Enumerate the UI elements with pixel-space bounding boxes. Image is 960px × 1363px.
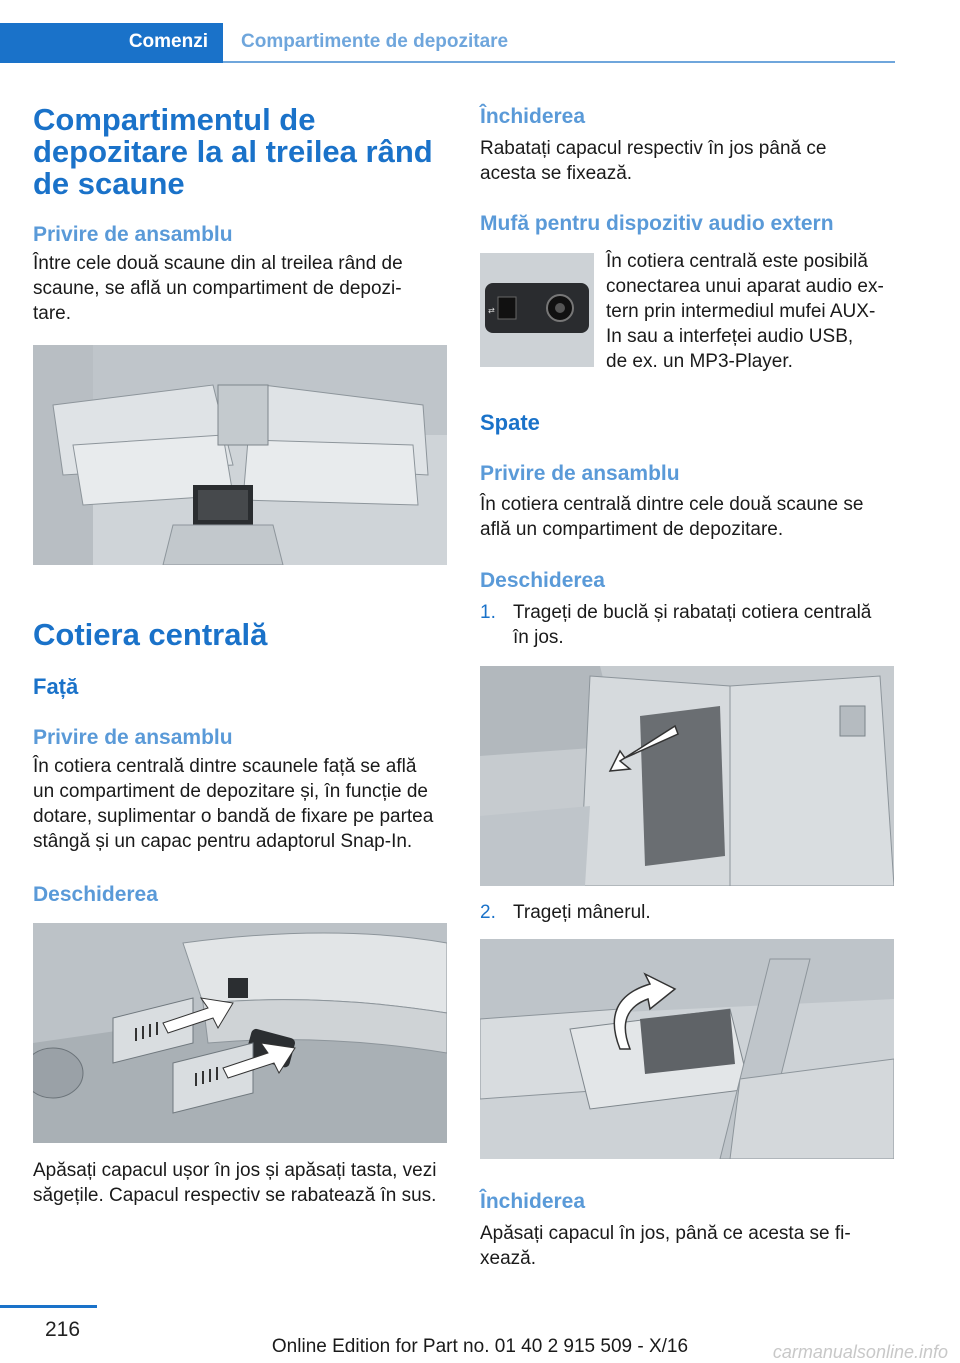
front-overview-heading: Privire de ansamblu <box>33 726 233 749</box>
svg-text:⇄: ⇄ <box>488 306 495 315</box>
title-line: Compartimentul de <box>33 102 316 137</box>
page-header <box>0 23 895 63</box>
text-line: de ex. un MP3-Player. <box>606 351 793 372</box>
opening-text <box>33 1158 458 1208</box>
chapter-tab[interactable] <box>0 23 223 63</box>
text-line: tare. <box>33 303 72 324</box>
closing-heading: Închiderea <box>480 105 586 128</box>
audio-heading: Mufă pentru dispozitiv audio extern <box>480 212 834 235</box>
third-row-storage-image <box>33 345 447 565</box>
audio-text <box>606 249 906 374</box>
header-rule <box>223 61 895 63</box>
text-line: Apăsați capacul în jos, până ce acesta se fi‐ <box>480 1223 851 1244</box>
text-line: Rabatați capacul respectiv în jos până ce <box>480 138 827 159</box>
text-line: conectarea unui aparat audio ex‐ <box>606 276 884 297</box>
front-armrest-opening-image <box>33 923 447 1143</box>
edition-footer: Online Edition for Part no. 01 40 2 915 509 - X/16 <box>271 1336 689 1357</box>
front-heading: Față <box>33 674 79 699</box>
text-line: În cotiera centrală dintre cele două scaune se <box>480 494 864 515</box>
step-number: 2. <box>480 902 496 923</box>
rear-heading: Spate <box>480 410 540 435</box>
watermark: carmanualsonline.info <box>772 1342 948 1362</box>
rear-closing-text <box>480 1221 900 1271</box>
page-number: 216 <box>45 1318 81 1341</box>
overview-text <box>33 251 453 326</box>
third-row-title <box>33 104 433 200</box>
text-line: Între cele două scaune din al treilea rând de <box>33 253 403 274</box>
text-line: săgețile. Capacul respectiv se rabatează în sus. <box>33 1185 437 1206</box>
chapter-tab-label: Comenzi <box>128 31 208 52</box>
rear-closing-heading: Închiderea <box>480 1190 586 1213</box>
text-line: Apăsați capacul ușor în jos și apăsați tasta, vezi <box>33 1160 437 1181</box>
step-text <box>513 900 903 925</box>
rear-armrest-handle-image <box>480 939 894 1159</box>
rear-overview-heading: Privire de ansamblu <box>480 462 680 485</box>
section-label: Compartimente de depozitare <box>241 31 509 52</box>
aux-usb-port-image <box>480 253 594 367</box>
rear-opening-heading: Deschiderea <box>480 569 605 592</box>
step-number: 1. <box>480 602 496 623</box>
closing-text <box>480 136 900 186</box>
text-line: În cotiera centrală dintre scaunele față se află <box>33 756 417 777</box>
armrest-title: Cotiera centrală <box>33 617 268 652</box>
title-line: de scaune <box>33 166 185 201</box>
rear-armrest-fold-image <box>480 666 894 886</box>
title-line: depozitare la al treilea rând <box>33 134 433 169</box>
text-line: xează. <box>480 1248 536 1269</box>
opening-heading: Deschiderea <box>33 883 158 906</box>
text-line: scaune, se află un compartiment de depozi‐ <box>33 278 402 299</box>
rear-overview-text <box>480 492 900 542</box>
text-line: află un compartiment de depozitare. <box>480 519 784 540</box>
text-line: dotare, suplimentar o bandă de fixare pe partea <box>33 806 434 827</box>
text-line: tern prin intermediul mufei AUX- <box>606 301 876 322</box>
text-line: în jos. <box>513 627 564 648</box>
text-line: un compartiment de depozitare și, în funcție de <box>33 781 429 802</box>
text-line: În cotiera centrală este posibilă <box>606 251 868 272</box>
text-line: stângă și un capac pentru adaptorul Snap-In. <box>33 831 413 852</box>
text-line: Trageți de buclă și rabatați cotiera centrală <box>513 602 872 623</box>
page-number-rule <box>0 1305 97 1308</box>
front-overview-text <box>33 754 458 854</box>
text-line: Trageți mânerul. <box>513 902 651 923</box>
step-text <box>513 600 903 650</box>
text-line: acesta se fixează. <box>480 163 633 184</box>
overview-heading: Privire de ansamblu <box>33 223 233 246</box>
text-line: In sau a interfeței audio USB, <box>606 326 854 347</box>
